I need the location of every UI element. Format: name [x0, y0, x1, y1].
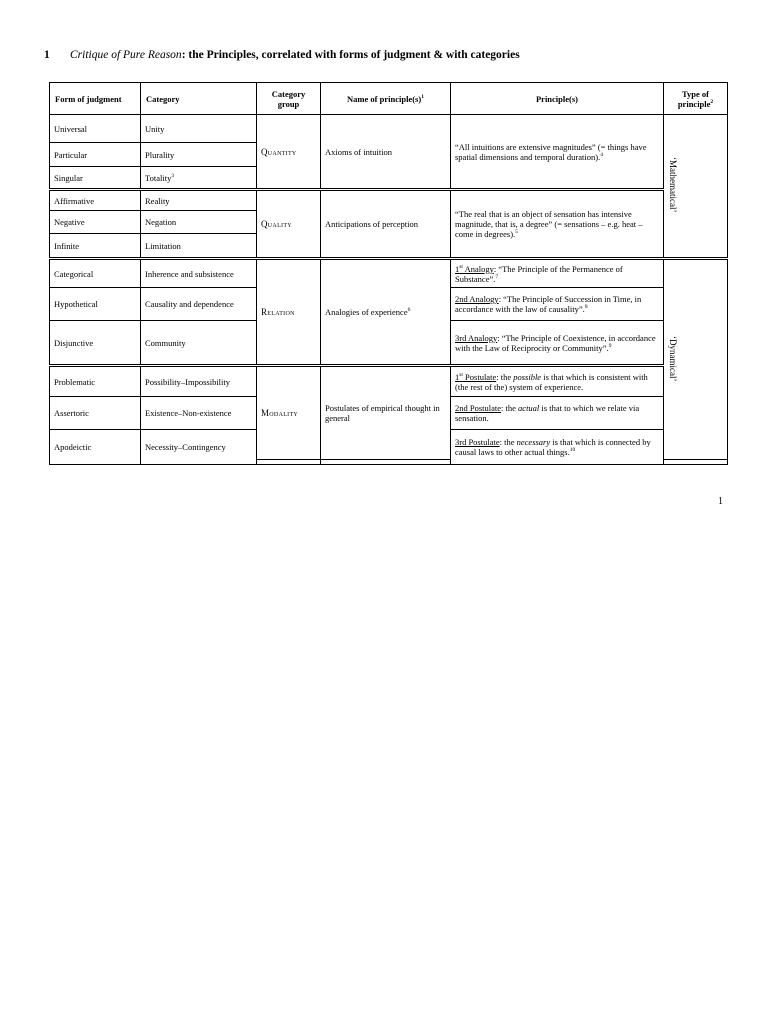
principle-name-cell: Postulates of empirical thought in general	[321, 366, 451, 460]
principle-text: is that which is connected by causal laws to other actual things.	[455, 437, 651, 457]
footnote-ref: 6	[407, 307, 411, 314]
label-word: Analogy	[462, 263, 494, 274]
book-title: Critique of Pure Reason	[70, 49, 182, 61]
category-cell: Limitation	[141, 234, 257, 259]
category-text: Totality	[145, 172, 172, 183]
table-row	[50, 190, 728, 211]
category-cell: Negation	[141, 211, 257, 234]
principle-label: 2nd Postulate	[455, 403, 502, 413]
principle-label	[455, 264, 494, 274]
principle-text: “The real that is an object of sensation has intensive magnitude, that is, a degree” (= sensations – e.g. heat – come in degrees).	[455, 209, 643, 239]
principle-label	[455, 372, 496, 382]
form-of-judgment-cell: Singular	[50, 167, 141, 190]
principle-text: : “The Principle of Succession in Time, in accordance with the law of causality”.	[455, 294, 642, 314]
form-of-judgment-cell: Problematic	[50, 366, 141, 397]
header-label: Name of principle(s)	[347, 93, 422, 104]
footnote-ref: 2	[710, 98, 714, 105]
footnote-ref: 9	[608, 342, 612, 349]
form-of-judgment-cell: Categorical	[50, 259, 141, 288]
principle-text: “All intuitions are extensive magnitudes” (= things have spatial dimensions and temporal duration).	[455, 141, 647, 162]
category-group-cell: Modality	[257, 366, 321, 460]
principle-name-cell: Anticipations of perception	[321, 190, 451, 259]
footnote-ref: 7	[495, 273, 499, 280]
form-of-judgment-cell: Apodeictic	[50, 430, 141, 465]
category-group-cell: Quality	[257, 190, 321, 259]
section-heading	[44, 49, 520, 61]
principle-emphasis: possible	[513, 371, 542, 382]
label-word: Postulate	[462, 371, 497, 382]
category-cell: Necessity–Contingency	[141, 430, 257, 465]
category-cell: Community	[141, 321, 257, 366]
principle-cell	[451, 321, 664, 366]
header-form-of-judgment: Form of judgment	[50, 83, 141, 115]
footnote-ref: 8	[584, 304, 588, 311]
category-cell: Reality	[141, 190, 257, 211]
category-cell: Possibility–Impossibility	[141, 366, 257, 397]
ordinal-suffix: st	[459, 371, 463, 378]
type-label: ‘Mathematical’	[668, 157, 678, 213]
category-cell: Existence–Non-existence	[141, 397, 257, 430]
principle-label: 3rd Analogy	[455, 332, 498, 343]
label-number: 1	[455, 263, 460, 274]
form-of-judgment-cell: Disjunctive	[50, 321, 141, 366]
principle-text: : the	[499, 437, 517, 447]
category-cell: Plurality	[141, 143, 257, 167]
principle-name-text: Analogies of experience	[325, 307, 408, 317]
form-of-judgment-cell: Affirmative	[50, 190, 141, 211]
footnote-ref: 4	[600, 151, 603, 158]
table-row	[50, 366, 728, 397]
header-category: Category	[141, 83, 257, 115]
principle-text: is that to which we relate via sensation.	[455, 403, 640, 423]
principle-label: 3rd Postulate	[455, 437, 500, 447]
principle-cell	[451, 366, 664, 397]
type-label: ‘Dynamical’	[668, 335, 678, 382]
footnote-ref: 1	[421, 93, 424, 100]
principle-cell	[451, 115, 664, 190]
category-group-cell: Quantity	[257, 115, 321, 190]
header-row	[50, 83, 728, 115]
form-of-judgment-cell: Particular	[50, 143, 141, 167]
footnote-ref: 10	[569, 447, 576, 454]
type-of-principle-cell	[664, 259, 728, 460]
principle-cell	[451, 190, 664, 259]
principle-text: : “The Principle of the Permanence of Substance”.	[455, 263, 623, 284]
principle-label: 2nd Analogy	[455, 294, 499, 304]
category-group-cell: Relation	[257, 259, 321, 366]
principle-emphasis: actual	[518, 403, 540, 413]
section-number: 1	[44, 49, 50, 61]
principle-cell	[451, 259, 664, 288]
principle-cell	[451, 430, 664, 465]
principle-name-cell: Axioms of intuition	[321, 115, 451, 190]
table-row	[50, 115, 728, 143]
label-number: 1	[455, 371, 460, 382]
category-cell: Inherence and subsistence	[141, 259, 257, 288]
category-cell: Unity	[141, 115, 257, 143]
type-of-principle-cell	[664, 115, 728, 259]
page-number: 1	[718, 496, 723, 507]
empty-cell	[257, 460, 321, 465]
principle-cell	[451, 288, 664, 321]
ordinal-suffix: st	[459, 263, 463, 270]
principle-name-cell	[321, 259, 451, 366]
form-of-judgment-cell: Assertoric	[50, 397, 141, 430]
header-principles: Principle(s)	[451, 83, 664, 115]
principle-text: : the	[496, 371, 514, 382]
principle-text: : the	[501, 403, 519, 413]
header-category-group: Category group	[257, 83, 321, 115]
heading-text: : the Principles, correlated with forms of judgment & with categories	[181, 49, 520, 61]
form-of-judgment-cell: Hypothetical	[50, 288, 141, 321]
header-name-of-principles	[321, 83, 451, 115]
principle-text: : “The Principle of Coexistence, in accordance with the Law of Reciprocity or Community”.	[455, 332, 656, 353]
footnote-ref: 5	[515, 229, 518, 236]
category-cell: Causality and dependence	[141, 288, 257, 321]
empty-cell	[664, 460, 728, 465]
footnote-ref: 3	[171, 172, 175, 179]
empty-cell	[321, 460, 451, 465]
principle-cell	[451, 397, 664, 430]
form-of-judgment-cell: Negative	[50, 211, 141, 234]
principle-text: is that which is consistent with (the rest of the) system of experience.	[455, 371, 648, 392]
principles-table	[49, 82, 728, 465]
form-of-judgment-cell: Infinite	[50, 234, 141, 259]
category-cell	[141, 167, 257, 190]
table-row	[50, 259, 728, 288]
form-of-judgment-cell: Universal	[50, 115, 141, 143]
header-type-of-principle	[664, 83, 728, 115]
header-label: Type of principle	[677, 88, 711, 109]
principle-emphasis: necessary	[516, 437, 551, 447]
